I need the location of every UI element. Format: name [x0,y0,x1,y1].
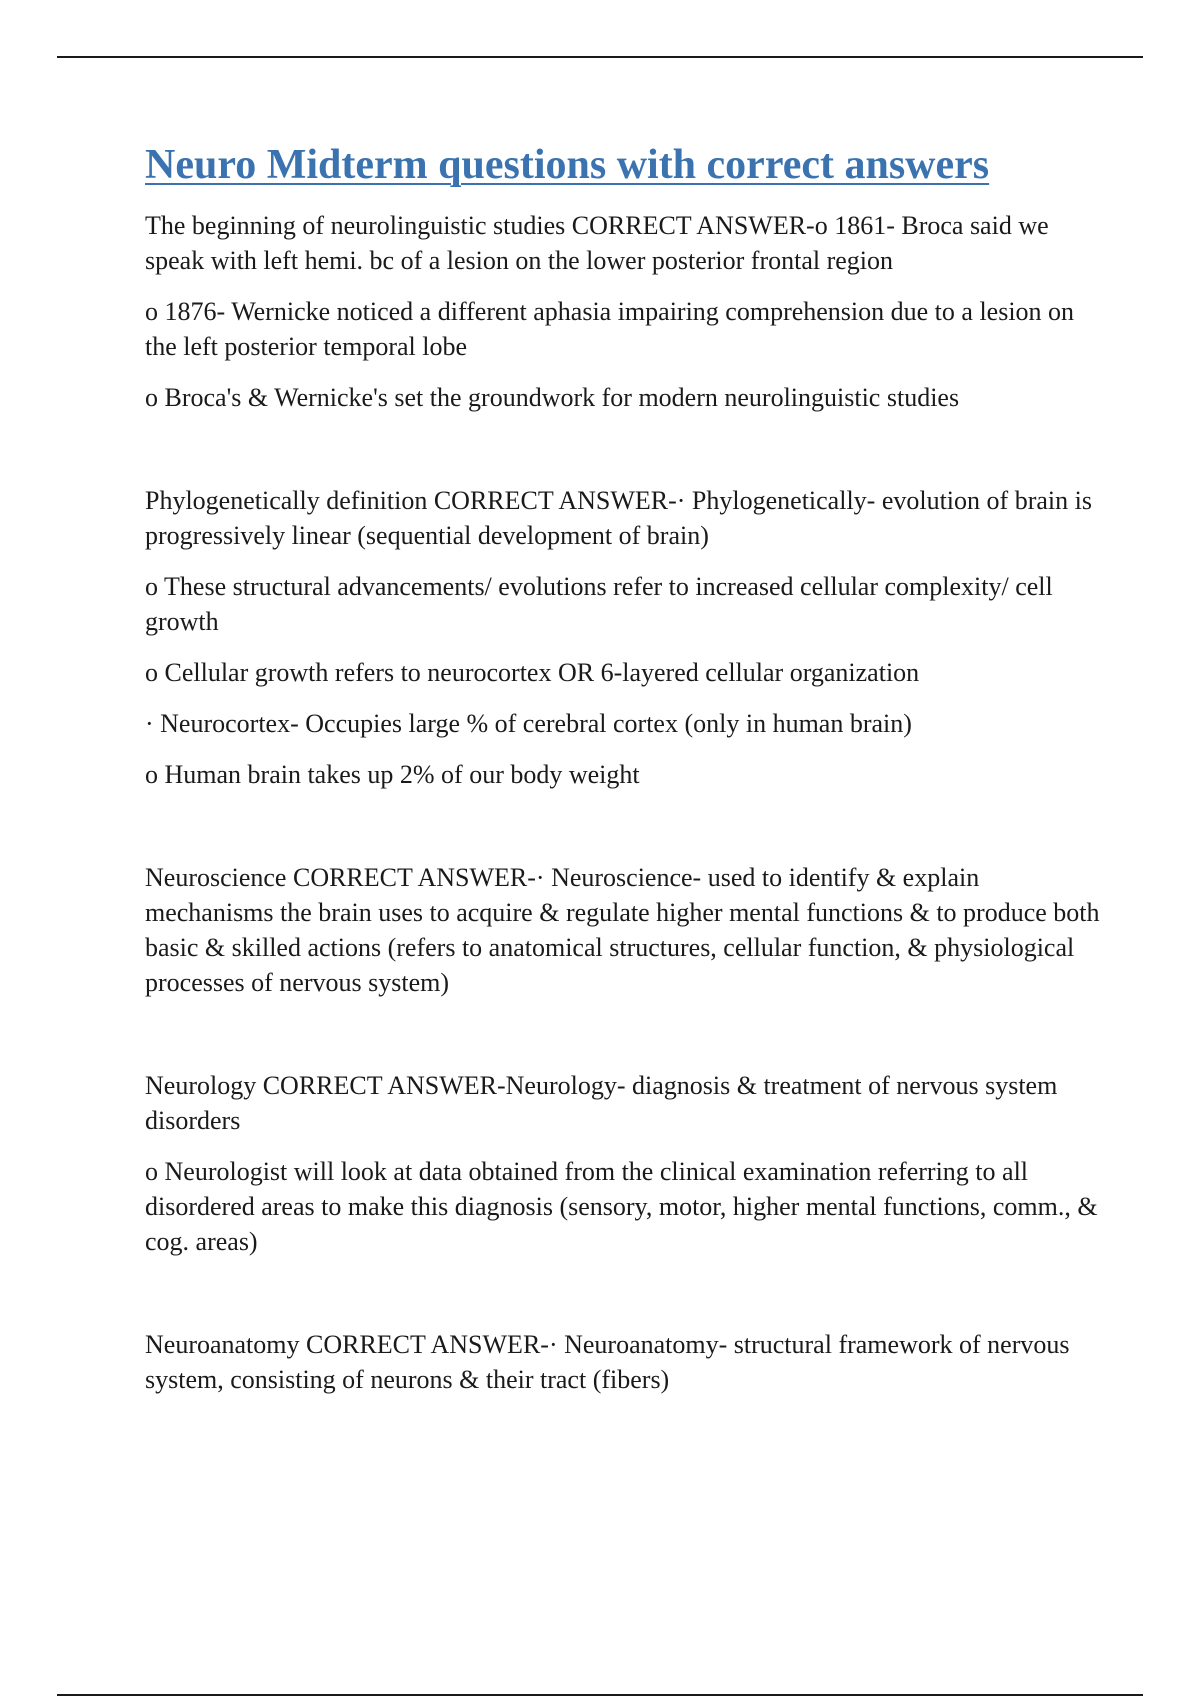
qa-block-neuroscience [145,860,1100,1000]
document-body [145,140,1100,1397]
qa-block-neurology [145,1068,1100,1259]
qa-detail: o Human brain takes up 2% of our body weight [145,760,640,790]
qa-detail: o Neurologist will look at data obtained from the clinical examination referring to all disordered areas to make this diagnosis (sensory, motor, higher mental functions, comm., & cog. areas) [145,1157,1098,1257]
document-title: Neuro Midterm questions with correct answers [145,142,990,188]
qa-block-neuroanatomy [145,1327,1100,1397]
qa-detail: o 1876- Wernicke noticed a different aphasia impairing comprehension due to a lesion on the left posterior temporal lobe [145,297,1075,362]
qa-question-answer: Neuroscience CORRECT ANSWER-· Neuroscience- used to identify & explain mechanisms the brain uses to acquire & regulate higher mental functions & to produce both basic & skilled actions (refers to anatomical structures, cellular function, & physiological processes of nervous system) [145,863,1100,998]
qa-detail: o Broca's & Wernicke's set the groundwork for modern neurolinguistic studies [145,383,960,413]
qa-detail: o These structural advancements/ evolutions refer to increased cellular complexity/ cell growth [145,572,1053,637]
qa-question-answer: Neurology CORRECT ANSWER-Neurology- diagnosis & treatment of nervous system disorders [145,1071,1058,1136]
qa-question-answer: The beginning of neurolinguistic studies CORRECT ANSWER-o 1861- Broca said we speak with left hemi. bc of a lesion on the lower posterior frontal region [145,211,1049,276]
qa-question-answer: Neuroanatomy CORRECT ANSWER-· Neuroanatomy- structural framework of nervous system, consisting of neurons & their tract (fibers) [145,1330,1070,1395]
qa-block-phylogenetically [145,483,1100,792]
footer-rule [57,1694,1143,1696]
qa-detail: · Neurocortex- Occupies large % of cerebral cortex (only in human brain) [145,709,912,739]
qa-block-neurolinguistic-studies [145,208,1100,415]
qa-detail: o Cellular growth refers to neurocortex OR 6-layered cellular organization [145,658,920,688]
header-rule [57,56,1143,58]
qa-question-answer: Phylogenetically definition CORRECT ANSWER-· Phylogenetically- evolution of brain is progressively linear (sequential development of brain) [145,486,1092,551]
